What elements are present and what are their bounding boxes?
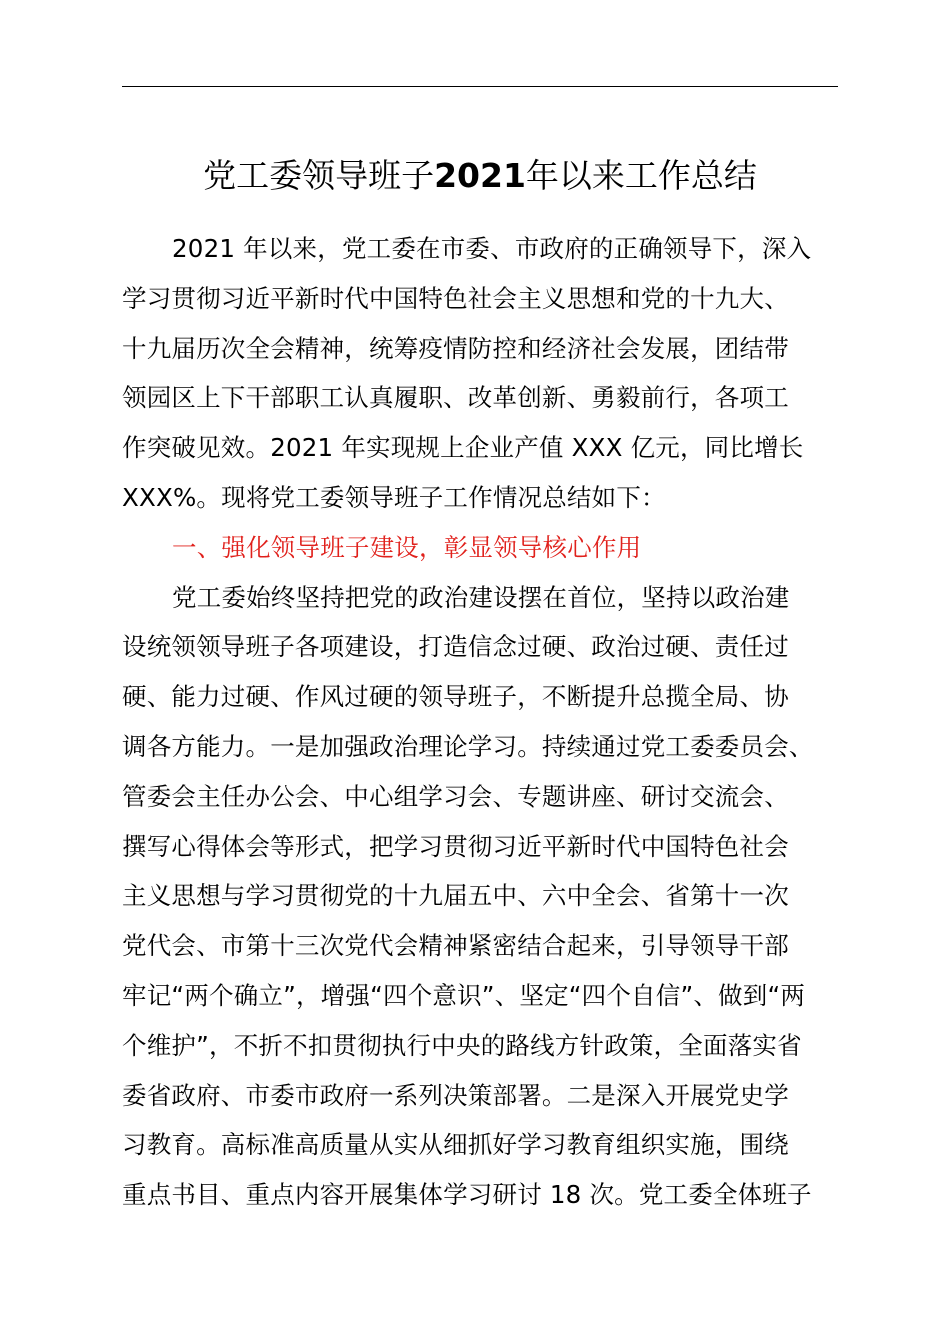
title-suffix: 年以来工作总结	[525, 156, 757, 195]
text-line: 委省政府、市委市政府一系列决策部署。二是深入开展党史学	[122, 1080, 789, 1110]
section-paragraph	[122, 573, 862, 1220]
text-line: 2021 年以来，党工委在市委、市政府的正确领导下，深入	[172, 234, 812, 263]
header-rule	[122, 86, 838, 87]
intro-paragraph	[122, 224, 862, 523]
text-line: 主义思想与学习贯彻党的十九届五中、六中全会、省第十一次	[122, 881, 789, 911]
text-line: 党工委始终坚持把党的政治建设摆在首位，坚持以政治建	[172, 582, 790, 612]
text-line: 领园区上下干部职工认真履职、改革创新、勇毅前行，各项工	[122, 383, 789, 413]
text-line: 撰写心得体会等形式，把学习贯彻习近平新时代中国特色社会	[122, 831, 789, 861]
text-line: 管委会主任办公会、中心组学习会、专题讲座、研讨交流会、	[122, 781, 789, 811]
text-line: 作突破见效。2021 年实现规上企业产值 XXX 亿元，同比增长	[122, 433, 804, 463]
text-line: 调各方能力。一是加强政治理论学习。持续通过党工委委员会、	[122, 731, 814, 761]
document-body	[122, 224, 862, 1220]
text-line: 习教育。高标准高质量从实从细抓好学习教育组织实施，围绕	[122, 1130, 789, 1160]
text-line: 设统领领导班子各项建设，打造信念过硬、政治过硬、责任过	[122, 632, 789, 662]
text-line: XXX%。现将党工委领导班子工作情况总结如下：	[122, 482, 666, 512]
section-heading: 一、强化领导班子建设，彰显领导核心作用	[172, 532, 642, 562]
text-line: 学习贯彻习近平新时代中国特色社会主义思想和党的十九大、	[122, 283, 789, 313]
text-line: 牢记“两个确立”，增强“四个意识”、坚定“四个自信”、做到“两	[122, 980, 806, 1010]
text-line: 十九届历次全会精神，统筹疫情防控和经济社会发展，团结带	[122, 333, 789, 363]
title-year: 2021	[434, 156, 526, 195]
text-line: 硬、能力过硬、作风过硬的领导班子，不断提升总揽全局、协	[122, 682, 789, 712]
text-line: 重点书目、重点内容开展集体学习研讨 18 次。党工委全体班子	[122, 1180, 812, 1210]
text-line: 党代会、市第十三次党代会精神紧密结合起来，引导领导干部	[122, 931, 789, 961]
title-prefix: 党工委领导班子	[203, 156, 435, 195]
text-line: 个维护”，不折不扣贯彻执行中央的路线方针政策，全面落实省	[122, 1030, 802, 1060]
document-title	[122, 148, 838, 204]
